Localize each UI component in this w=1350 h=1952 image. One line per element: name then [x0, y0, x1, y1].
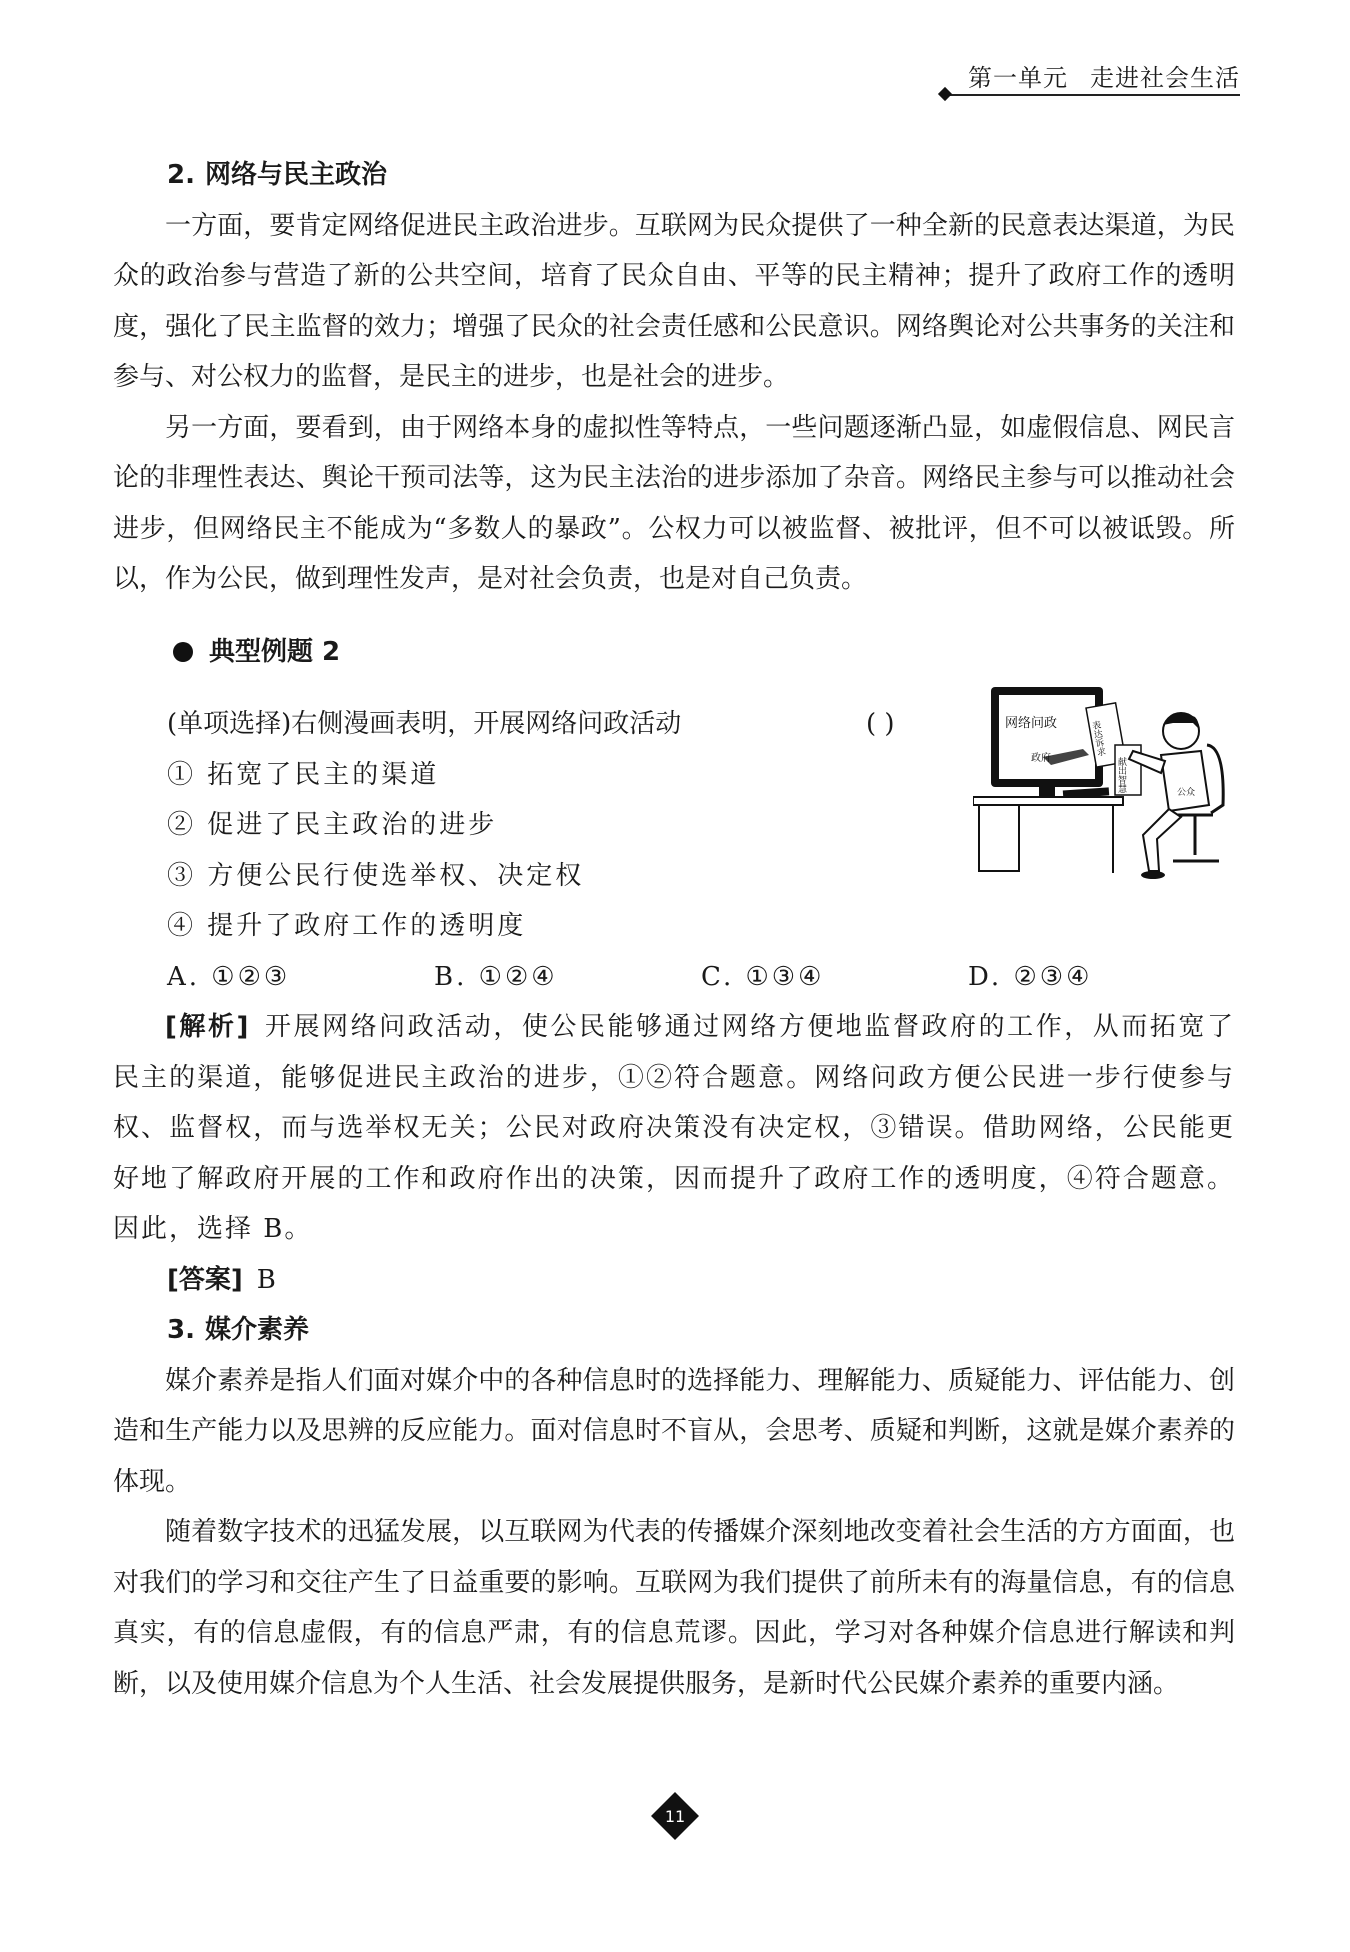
statement-4: ④ 提升了政府工作的透明度 — [167, 911, 527, 941]
analysis-text: 开展网络问政活动，使公民能够通过网络方便地监督政府的工作，从而拓宽了民主的渠道，能够促进民主政治的进步，①②符合题意。网络问政方便公民进一步行使参与权、监督权，而与选举权无关；公民对政府决策没有决定权，③错误。借助网络，公民能更好地了解政府开展的工作和政府作出的决策，因而提升了政府工作的透明度，④符合题意。因此，选择 B。 — [113, 1012, 1235, 1244]
paper-2-text: 献出智慧 — [1116, 757, 1126, 793]
answer-text: B — [256, 1264, 276, 1295]
hand-label: 政府 — [1031, 753, 1051, 764]
answer-line — [113, 1255, 1235, 1306]
choice-c: C. ①③④ — [701, 961, 825, 992]
answer-label: [答案] — [167, 1264, 243, 1295]
answer-blank: ( ) — [866, 709, 895, 739]
desk-drawer — [979, 805, 1019, 871]
section-3-paragraph-2: 随着数字技术的迅猛发展，以互联网为代表的传播媒介深刻地改变着社会生活的方方面面，也对我们的学习和交往产生了日益重要的影响。互联网为我们提供了前所未有的海量信息，有的信息真实，有的信息虚假，有的信息严肃，有的信息荒谬。因此，学习对各种媒介信息进行解读和判断，以及使用媒介信息为个人生活、社会发展提供服务，是新时代公民媒介素养的重要内涵。 — [113, 1517, 1235, 1699]
statement-3: ③ 方便公民行使选举权、决定权 — [167, 860, 585, 891]
person-body — [1161, 751, 1209, 811]
example-heading — [113, 627, 1235, 678]
unit-title: 走进社会生活 — [1090, 64, 1240, 92]
monitor-screen — [999, 695, 1095, 779]
screen-text: 网络问政 — [1005, 716, 1058, 731]
question-block — [113, 699, 1235, 1002]
cartoon-illustration — [973, 685, 1233, 885]
section-2-paragraph-1: 一方面，要肯定网络促进民主政治进步。互联网为民众提供了一种全新的民意表达渠道，为民众的政治参与营造了新的公共空间，培育了民众自由、平等的民主精神；提升了政府工作的透明度，强化了民主监督的效力；增强了民众的社会责任感和公民意识。网络舆论对公共事务的关注和参与、对公权力的监督，是民主的进步，也是社会的进步。 — [113, 210, 1235, 392]
choice-a: A. ①②③ — [167, 961, 291, 992]
person-shoe — [1141, 871, 1165, 879]
statement-2: ② 促进了民主政治的进步 — [167, 810, 498, 840]
section-3-heading — [113, 1305, 1235, 1356]
bullet-icon — [173, 642, 193, 662]
section-2-title: 网络与民主政治 — [204, 160, 387, 190]
section-3-title: 媒介素养 — [204, 1315, 309, 1345]
statement-1: ① 拓宽了民主的渠道 — [167, 759, 440, 790]
question-stem-text: (单项选择)右侧漫画表明，开展网络问政活动 — [167, 709, 682, 739]
analysis-paragraph — [113, 1002, 1235, 1255]
section-2-number: 2. — [167, 160, 195, 190]
analysis-label: [解析] — [165, 1012, 251, 1042]
example-title: 典型例题 2 — [209, 636, 341, 667]
section-3-paragraph-1: 媒介素养是指人们面对媒介中的各种信息时的选择能力、理解能力、质疑能力、评估能力、创造和生产能力以及思辨的反应能力。面对信息时不盲从，会思考、质疑和判断，这就是媒介素养的体现。 — [113, 1365, 1235, 1497]
running-head — [968, 58, 1240, 93]
answer-choices — [113, 952, 1235, 1003]
choice-b: B. ①②④ — [434, 961, 558, 992]
monitor-stand — [1039, 787, 1055, 797]
page-number: 11 — [664, 1807, 686, 1826]
shirt-text: 公众 — [1177, 788, 1196, 798]
paper-1-text: 表达诉求 — [1089, 719, 1106, 758]
section-2-heading — [113, 150, 1235, 201]
desk-top — [973, 797, 1123, 805]
header-rule — [948, 94, 1240, 96]
choice-d: D. ②③④ — [968, 961, 1093, 992]
diamond-icon — [938, 87, 952, 101]
page-content — [113, 150, 1235, 1709]
page-number-badge — [651, 1792, 699, 1840]
unit-label: 第一单元 — [968, 64, 1068, 92]
section-3-number: 3. — [167, 1315, 195, 1345]
section-2-paragraph-2: 另一方面，要看到，由于网络本身的虚拟性等特点，一些问题逐渐凸显，如虚假信息、网民言论的非理性表达、舆论干预司法等，这为民主法治的进步添加了杂音。网络民主参与可以推动社会进步，但网络民主不能成为“多数人的暴政”。公权力可以被监督、被批评，但不可以被诋毁。所以，作为公民，做到理性发声，是对社会负责，也是对自己负责。 — [113, 412, 1235, 594]
